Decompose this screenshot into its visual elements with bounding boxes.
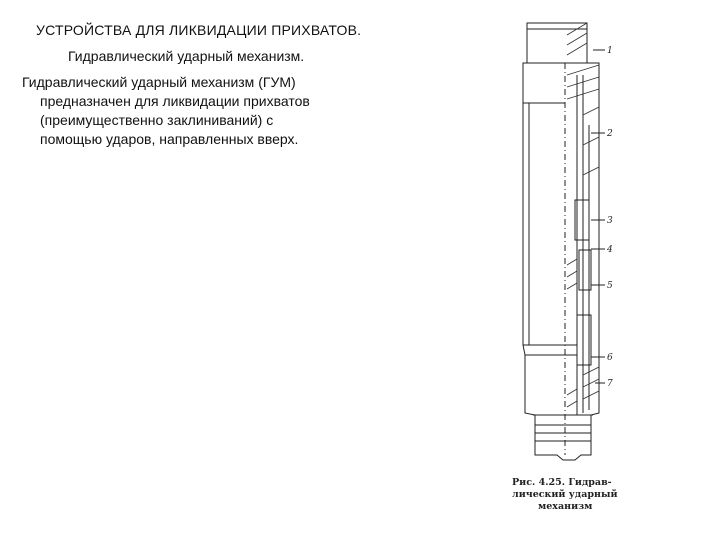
paragraph-line: предназначен для ликвидации прихватов	[40, 93, 310, 109]
paragraph-line: Гидравлический ударный механизм (ГУМ)	[22, 74, 296, 90]
part-label: 7	[607, 379, 613, 389]
hydraulic-jar-drawing	[505, 15, 635, 470]
paragraph-line: помощью ударов, направленных вверх.	[40, 131, 299, 147]
caption-line: Рис. 4.25. Гидрав-	[512, 477, 612, 488]
slide-title: УСТРОЙСТВА ДЛЯ ЛИКВИДАЦИИ ПРИХВАТОВ.	[36, 22, 362, 38]
part-label: 3	[607, 216, 613, 226]
slide-subtitle: Гидравлический ударный механизм.	[68, 48, 305, 64]
part-label: 2	[607, 129, 613, 139]
paragraph-line: (преимущественно заклиниваний) с	[40, 112, 274, 128]
part-label: 5	[607, 281, 613, 291]
part-label: 1	[607, 46, 613, 56]
figure-caption	[512, 477, 632, 513]
description-paragraph	[22, 73, 422, 149]
part-label: 4	[607, 245, 613, 255]
part-label: 6	[607, 353, 613, 363]
caption-line: механизм	[538, 501, 593, 512]
caption-line: лический ударный	[512, 489, 618, 500]
